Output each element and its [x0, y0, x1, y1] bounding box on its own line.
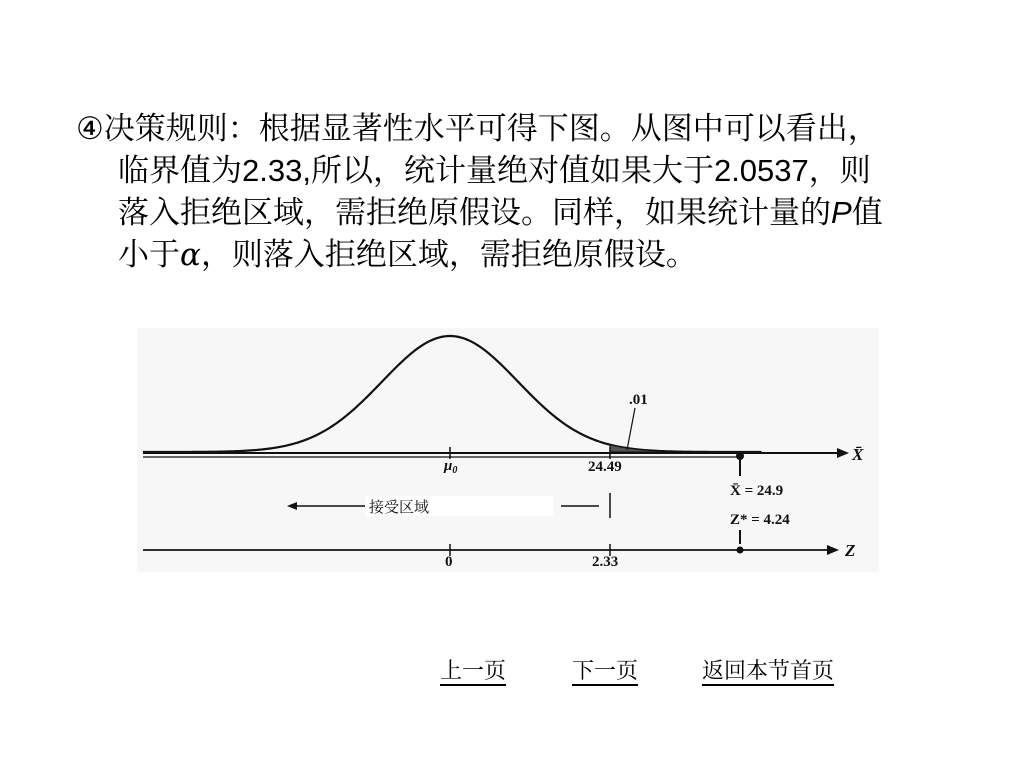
z-zero-label: 0 [445, 554, 453, 570]
acceptance-arrow-head [287, 502, 297, 510]
normal-curve [143, 336, 761, 452]
zstar-point [737, 547, 744, 554]
text-line-4 [76, 234, 976, 276]
text-line-2 [76, 150, 976, 192]
p-variable: P [831, 195, 852, 230]
threshold-number: 2.0537 [713, 153, 809, 188]
figure-svg [137, 328, 879, 572]
line3-part2: 值 [851, 195, 883, 231]
acceptance-region-label: 接受区域 [369, 498, 430, 516]
line2-part3: ，则 [808, 153, 871, 189]
alpha-symbol: α [180, 237, 201, 273]
xbar-axis-label: X̄ [852, 445, 864, 464]
normal-distribution-figure [137, 328, 879, 572]
z-axis [143, 545, 839, 555]
next-page-link[interactable]: 下一页 [572, 659, 639, 684]
line2-part2: 所以，统计量绝对值如果大于 [310, 153, 714, 189]
line2-part1: 临界值为 [118, 153, 242, 189]
text-line-1 [76, 108, 976, 150]
decision-rule-text [76, 108, 976, 276]
line4-part1: 小于 [118, 237, 180, 273]
circled-number-marker: ④ [76, 111, 104, 147]
section-home-link[interactable]: 返回本节首页 [702, 659, 835, 684]
zstar-value-text: Z* = 4.24 [730, 512, 790, 528]
critical-value-number: 2.33, [242, 153, 311, 188]
prev-page-link[interactable]: 上一页 [440, 659, 507, 684]
line3-part1: 落入拒绝区域，需拒绝原假设。同样，如果统计量的 [118, 195, 831, 231]
mean-label: $\mu_0$ [444, 458, 458, 476]
tail-leader-line [627, 408, 635, 450]
z-critical-label: 2.33 [592, 554, 619, 570]
xbar-value-text: X̄ = 24.9 [730, 483, 784, 499]
text-line-3 [76, 192, 976, 234]
z-axis-label: Z [845, 541, 856, 560]
line1-text: 决策规则：根据显著性水平可得下图。从图中可以看出， [103, 111, 879, 147]
observed-xbar-point [736, 452, 744, 460]
critical-xbar-label: 24.49 [588, 459, 622, 475]
tail-area-label: .01 [629, 392, 648, 408]
line4-part2: ，则落入拒绝区域，需拒绝原假设。 [200, 237, 697, 273]
